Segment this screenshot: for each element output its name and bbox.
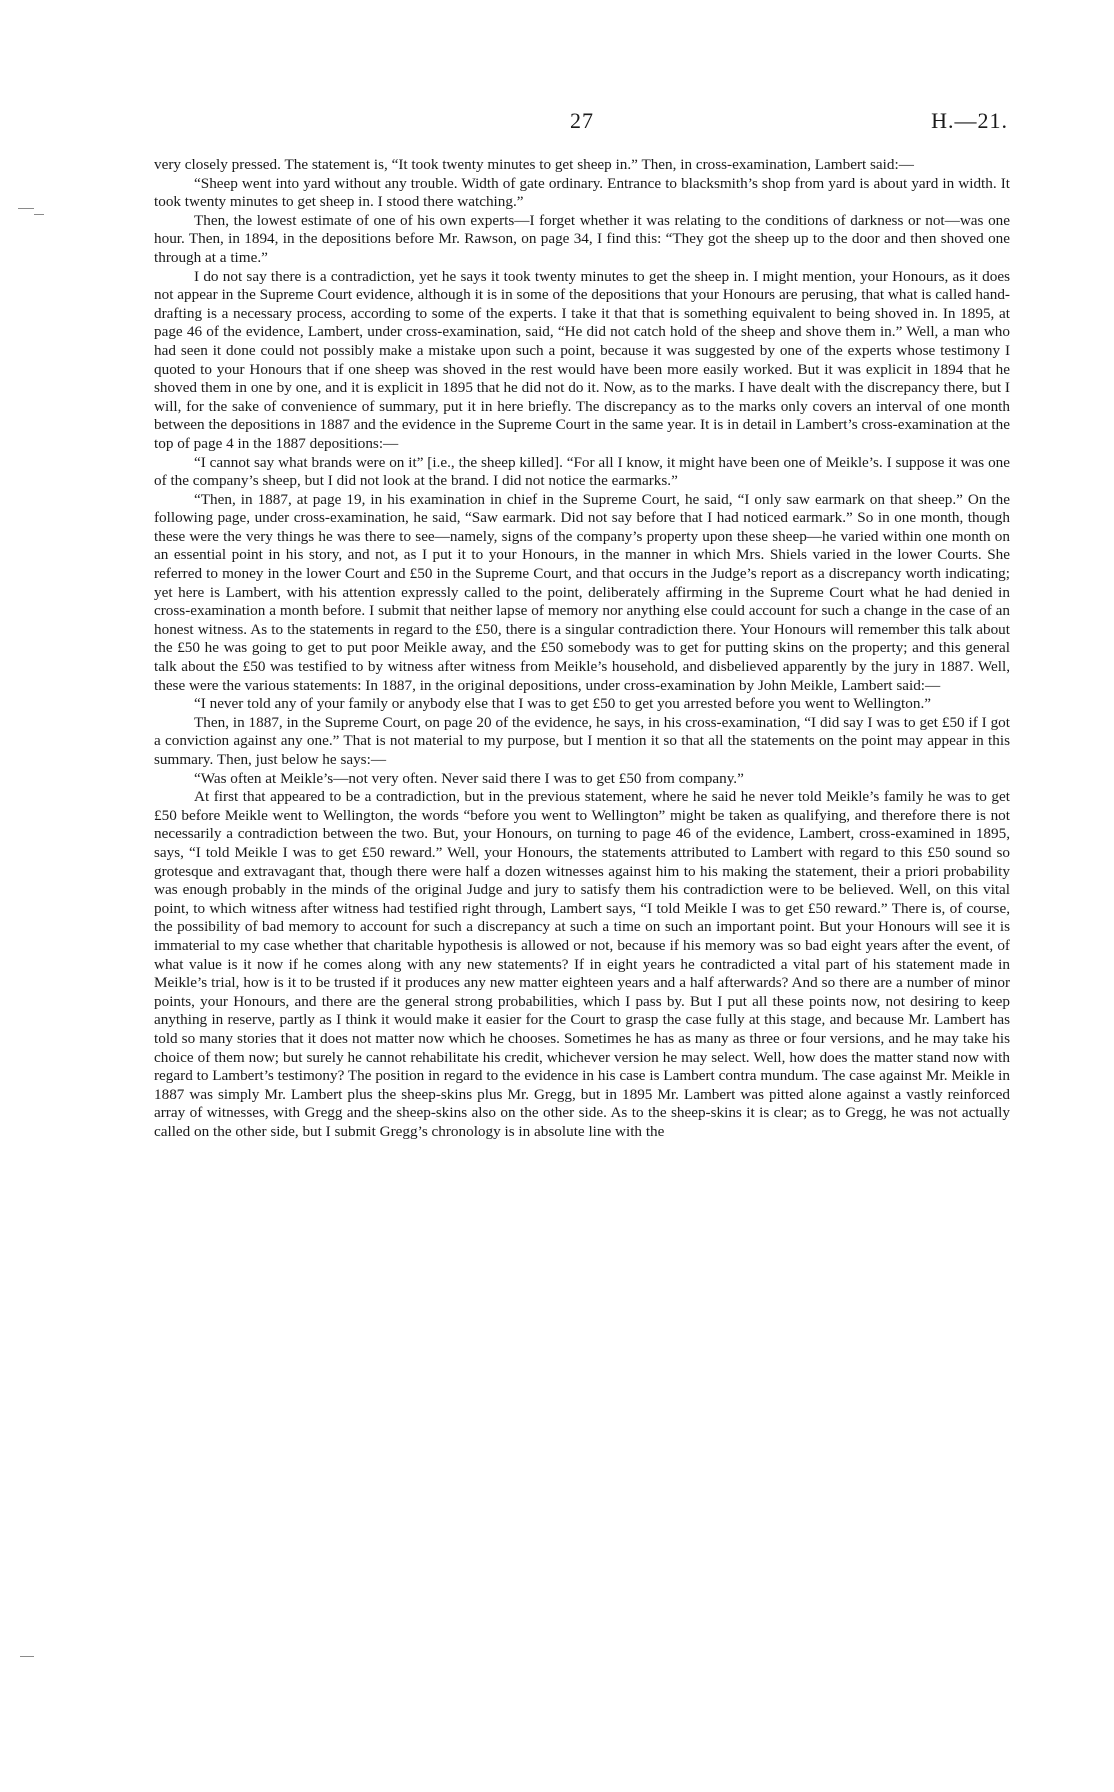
paragraph: Then, the lowest estimate of one of his own experts—I forget whether it was relating to the conditions of darkness or not—was one hour. Then, in 1894, in the depositions before Mr. Rawson, on page 34, I find this: “They got the sheep up to the door and then shoved one through at a time.” <box>154 211 1010 266</box>
quoted-paragraph: “Then, in 1887, at page 19, in his examination in chief in the Supreme Court, he said, “I only saw earmark on that sheep.” On the following page, under cross-examination, he said, “Saw earmark. Did not say before that I had noticed earmark.” So in one month, though these were the very things he was there to see—namely, signs of the company’s property upon these sheep—he varied within one month on an essential point in his story, and not, as I put it to your Honours, in the manner in which Mrs. Shiels varied in the lower Courts. She referred to money in the lower Court and £50 in the Supreme Court, and that occurs in the Judge’s report as a discrepancy worth indicating; yet here is Lambert, with his attention expressly called to the point, deliberately affirming in the Supreme Court what he had denied in cross-examination a month before. I submit that neither lapse of memory nor anything else could account for such a change in the case of an honest witness. As to the statements in regard to the £50, there is a singular contradiction there. Your Honours will remember this talk about the £50 he was going to get to put poor Meikle away, and the £50 somebody was to get for putting skins on the property; and this general talk about the £50 was testified to by witness after witness from Meikle’s household, and disbelieved apparently by the jury in 1887. Well, these were the various statements: In 1887, in the original depositions, under cross-examination by John Meikle, Lambert said:— <box>154 490 1010 694</box>
paragraph: At first that appeared to be a contradiction, but in the previous statement, where he said he never told Meikle’s family he was to get £50 before Meikle went to Wellington, the words “before you went to Wellington” might be taken as qualifying, and therefore there is not necessarily a contradiction between the two. But, your Honours, on turning to page 46 of the evidence, Lambert, cross-examined in 1895, says, “I told Meikle I was to get £50 reward.” Well, your Honours, the statements attributed to Lambert with regard to this £50 sound so grotesque and extravagant that, though there were half a dozen witnesses against him to his making the statement, their a priori probability was enough probably in the minds of the original Judge and jury to satisfy them his contradiction were to be believed. Well, on this vital point, to which witness after witness had testified right through, Lambert says, “I told Meikle I was to get £50 reward.” There is, of course, the possibility of bad memory to account for such a discrepancy at such a time on such an important point. But your Honours will see it is immaterial to my case whether that charitable hypothesis is allowed or not, because if his memory was so bad eight years after the event, of what value is it now if he comes along with any new statements? If in eight years he contradicted a vital part of his statement made in Meikle’s trial, how is it to be trusted if it produces any new matter eighteen years and a half afterwards? And so there are a number of minor points, your Honours, and there are the general strong probabilities, which I pass by. But I put all these points now, not desiring to keep anything in reserve, partly as I think it would make it easier for the Court to grasp the case fully at this stage, and because Mr. Lambert has told so many stories that it does not matter now which he chooses. Sometimes he has as many as three or four versions, and he may take his choice of them now; but surely he cannot rehabilitate his credit, whichever version he may select. Well, how does the matter stand now with regard to Lambert’s testimony? The position in regard to the evidence in his case is Lambert contra mundum. The case against Mr. Meikle in 1887 was simply Mr. Lambert plus the sheep-skins plus Mr. Gregg, but in 1895 Mr. Lambert was pitted alone against a vastly reinforced array of witnesses, with Gregg and the sheep-skins also on the other side. As to the sheep-skins it is clear; as to Gregg, he was not actually called on the other side, but I submit Gregg’s chronology is in absolute line with the <box>154 788 1010 1140</box>
quoted-paragraph: “I never told any of your family or anybody else that I was to get £50 to get you arrested before you went to Wellington.” <box>194 695 931 713</box>
page-number: 27 <box>570 108 594 133</box>
quoted-paragraph: “Sheep went into yard without any trouble. Width of gate ordinary. Entrance to blacksmith’s shop from yard is about yard in width. It took twenty minutes to get sheep in. I stood there watching.” <box>154 174 1010 211</box>
paragraph: very closely pressed. The statement is, “It took twenty minutes to get sheep in.” Then, in cross-examination, Lambert said:— <box>154 156 914 173</box>
margin-mark <box>34 214 44 215</box>
paragraph: I do not say there is a contradiction, yet he says it took twenty minutes to get the sheep in. I might mention, your Honours, as it does not appear in the Supreme Court evidence, although it is in some of the depositions that your Honours are perusing, that what is called hand-drafting is a necessary process, according to some of the experts. I take it that that is something equivalent to being shoved in. In 1895, at page 46 of the evidence, Lambert, under cross-examination, said, “He did not catch hold of the sheep and shove them in.” Well, a man who had seen it done could not possibly make a mistake upon such a point, because it was suggested by one of the experts whose testimony I quoted to your Honours that if one sheep was shoved in the rest would have been more easily worked. But it was explicit in 1894 that he shoved them in one by one, and it is explicit in 1895 that he did not do it. Now, as to the marks. I have dealt with the discrepancy there, but I will, for the sake of convenience of summary, put it in here briefly. The discrepancy as to the marks only covers an interval of one month between the depositions in 1887 and the evidence in the Supreme Court in the same year. It is in detail in Lambert’s cross-examination at the top of page 4 in the 1887 depositions:— <box>154 267 1010 452</box>
page-header <box>152 108 1008 138</box>
paragraph: Then, in 1887, in the Supreme Court, on page 20 of the evidence, he says, in his cross-examination, “I did say I was to get £50 if I got a conviction against any one.” That is not material to my purpose, but I mention it so that all the statements on the point may appear in this summary. Then, just below he says:— <box>154 713 1010 768</box>
quoted-paragraph: “Was often at Meikle’s—not very often. Never said there I was to get £50 from company.” <box>194 769 744 787</box>
quoted-paragraph: “I cannot say what brands were on it” [i.e., the sheep killed]. “For all I know, it might have been one of Meikle’s. I suppose it was one of the company’s sheep, but I did not look at the brand. I did not notice the earmarks.” <box>154 453 1010 490</box>
document-body <box>154 156 1010 1141</box>
paper-reference: H.—21. <box>931 108 1008 133</box>
margin-mark <box>18 208 34 209</box>
margin-mark <box>20 1656 34 1657</box>
